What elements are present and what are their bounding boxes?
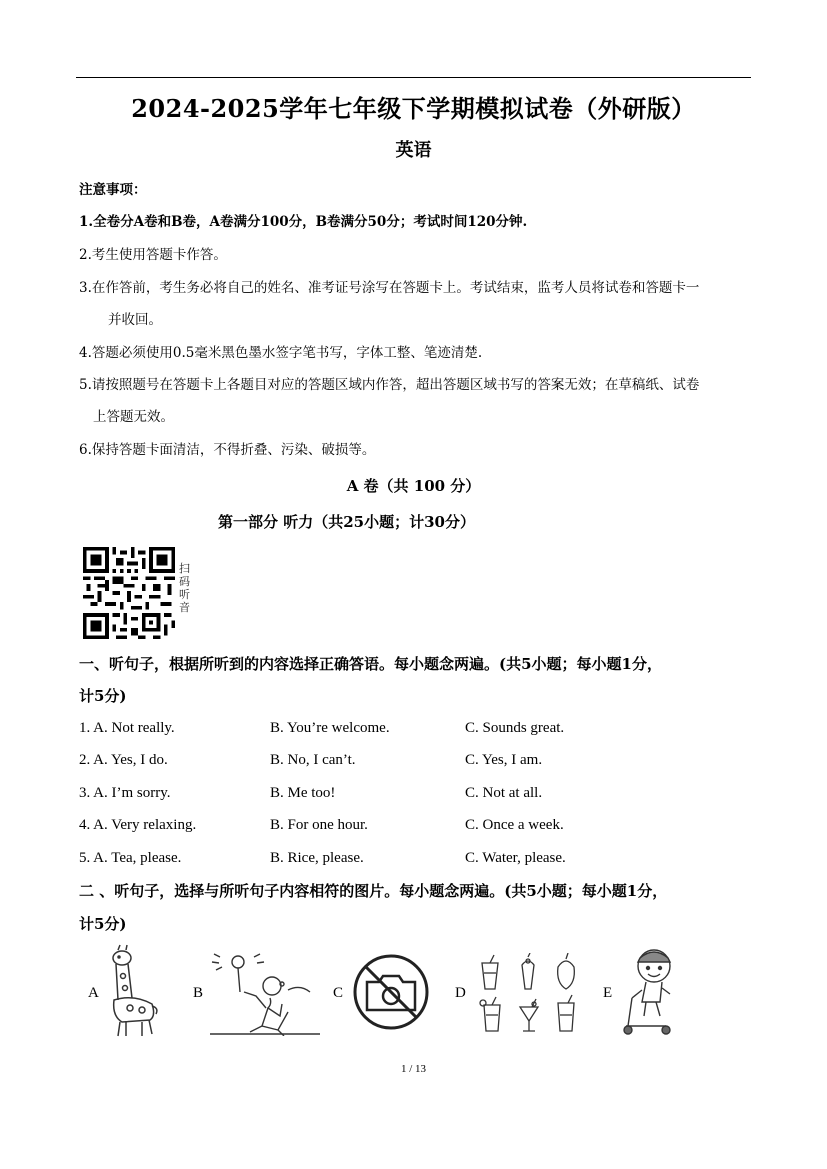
q1-option-c[interactable]: C. Sounds great. [465,720,565,736]
no-camera-icon[interactable] [351,952,431,1032]
scooter-boy-icon[interactable] [618,946,684,1036]
q2-option-a[interactable]: 2. A. Yes, I do. [79,752,168,768]
q3-option-c[interactable]: C. Not at all. [465,785,543,801]
notice-item-2: 2.考生使用答题卡作答。 [79,247,227,263]
q4-option-b[interactable]: B. For one hour. [270,817,368,833]
q3-option-a[interactable]: 3. A. I’m sorry. [79,785,171,801]
subject-title: 英语 [395,140,432,161]
picture-e-letter: E [603,985,613,1001]
header-rule [76,77,751,78]
section-two-heading: 二 、听句子，选择与所听句子内容相符的图片。每小题念两遍。(共5小题；每小题1分， [79,882,668,900]
q5-option-b[interactable]: B. Rice, please. [270,850,364,866]
q1-option-b[interactable]: B. You’re welcome. [270,720,390,736]
section-two-heading-cont: 计5分) [79,915,127,933]
picture-d-letter: D [455,985,466,1001]
qr-label: 扫码听音 [179,562,190,614]
q3-option-b[interactable]: B. Me too! [270,785,336,801]
q5-option-c[interactable]: C. Water, please. [465,850,566,866]
notice-item-5: 5.请按照题号在答题卡上各题目对应的答题区域内作答，超出答题区域书写的答案无效；在草稿纸、试卷 [79,377,700,393]
q4-option-c[interactable]: C. Once a week. [465,817,564,833]
section-one-heading-cont: 计5分) [79,687,127,705]
giraffe-icon[interactable] [104,944,162,1038]
page-title: 2024-2025学年七年级下学期模拟试卷（外研版） [131,94,696,123]
drinks-icon[interactable] [476,953,582,1035]
q1-option-a[interactable]: 1. A. Not really. [79,720,175,736]
section-one-heading: 一、听句子，根据所听到的内容选择正确答语。每小题念两遍。(共5小题；每小题1分， [79,655,662,673]
q5-option-a[interactable]: 5. A. Tea, please. [79,850,182,866]
picture-a-letter: A [88,985,99,1001]
picture-c-letter: C [333,985,344,1001]
q2-option-b[interactable]: B. No, I can’t. [270,752,356,768]
part-one-heading: 第一部分 听力（共25小题；计30分） [218,513,475,531]
notice-heading: 注意事项： [79,182,147,198]
volume-a-heading: A 卷（共 100 分） [346,477,481,495]
page-number: 1 / 13 [400,1063,427,1075]
notice-item-6: 6.保持答题卡面清洁，不得折叠、污染、破损等。 [79,442,376,458]
notice-item-1: 1.全卷分A卷和B卷，A卷满分100分，B卷满分50分；考试时间120分钟. [79,214,528,230]
notice-item-3: 3.在作答前，考生务必将自己的姓名、准考证号涂写在答题卡上。考试结束，监考人员将试卷和答题卡一 [79,280,700,296]
notice-item-5-cont: 上答题无效。 [93,409,174,425]
badminton-girl-icon[interactable] [210,948,322,1036]
notice-item-3-cont: 并收回。 [108,312,162,328]
qr-code-icon[interactable] [82,547,176,639]
q2-option-c[interactable]: C. Yes, I am. [465,752,543,768]
notice-item-4: 4.答题必须使用0.5毫米黑色墨水签字笔书写，字体工整、笔迹清楚. [79,345,483,361]
picture-b-letter: B [193,985,204,1001]
q4-option-a[interactable]: 4. A. Very relaxing. [79,817,197,833]
